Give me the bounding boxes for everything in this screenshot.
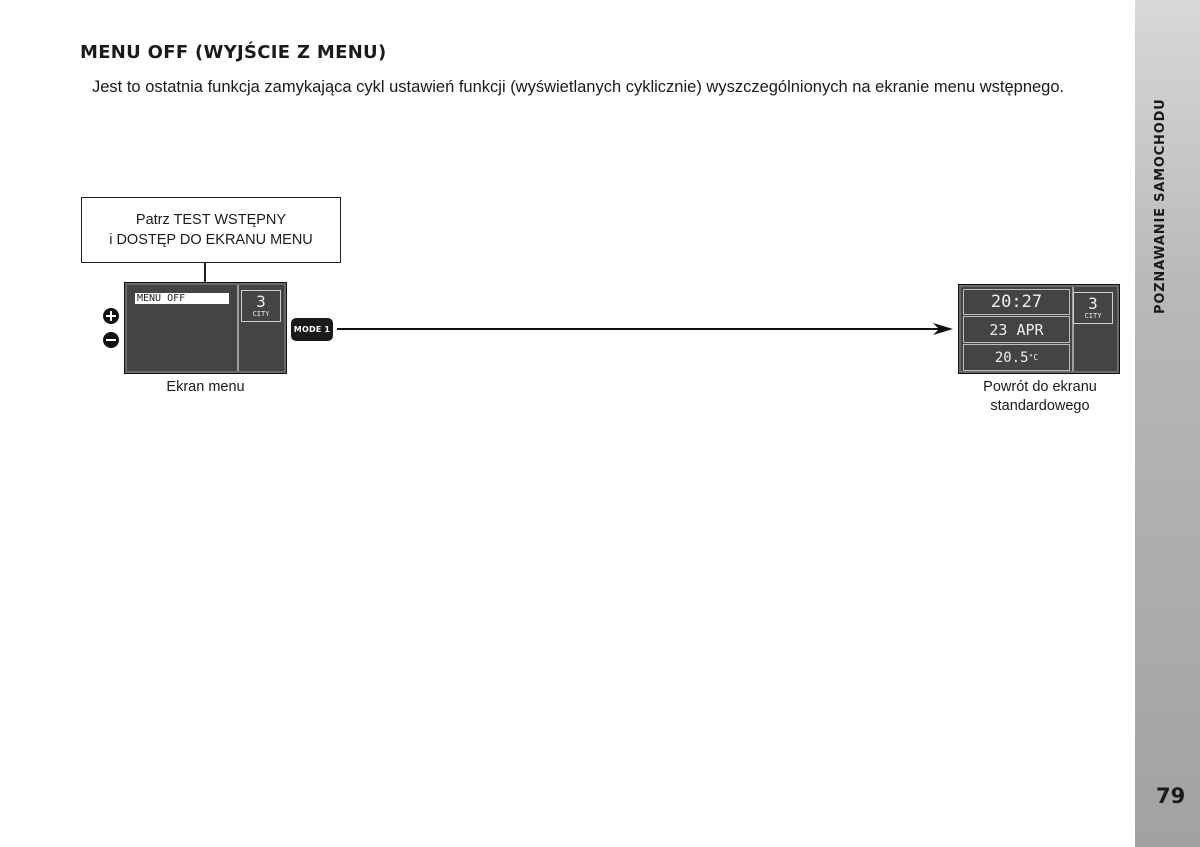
display-divider	[237, 285, 239, 371]
gear-indicator	[1073, 292, 1113, 324]
temperature-unit: °C	[1028, 353, 1039, 362]
temperature-row	[963, 344, 1070, 371]
date-value: 23 APR	[989, 320, 1044, 339]
menu-item-highlight: MENU OFF	[135, 293, 229, 304]
temperature-value: 20.5	[994, 349, 1029, 366]
gear-number: 3	[256, 292, 266, 311]
page-number: 79	[1156, 784, 1186, 808]
section-heading: MENU OFF (WYJŚCIE Z MENU)	[80, 42, 387, 63]
drive-mode-label: CITY	[252, 310, 270, 318]
standard-screen-display	[959, 285, 1119, 373]
caption-line-2: standardowego	[990, 398, 1090, 414]
note-line-2: i DOSTĘP DO EKRANU MENU	[109, 232, 313, 248]
reference-note-box	[81, 197, 341, 263]
mode-1-button[interactable]: MODE 1	[291, 318, 333, 341]
clock-row	[963, 289, 1070, 315]
gear-indicator	[241, 290, 281, 322]
minus-circle-icon[interactable]	[103, 332, 119, 348]
connector-line	[204, 263, 206, 283]
standard-screen-caption	[959, 378, 1121, 416]
plus-circle-icon[interactable]	[103, 308, 119, 324]
sidebar-chapter-title: POZNAWANIE SAMOCHODU	[1153, 98, 1168, 314]
drive-mode-label: CITY	[1084, 312, 1102, 320]
menu-screen-display	[125, 283, 286, 373]
clock-time: 20:27	[990, 292, 1043, 312]
gear-number: 3	[1088, 294, 1098, 313]
arrow-right-icon	[335, 321, 955, 339]
intro-paragraph: Jest to ostatnia funkcja zamykająca cykl ustawień funkcji (wyświetlanych cyklicznie) wyszczególnionych na ekranie menu wstępnego.	[92, 78, 1065, 96]
caption-line-1: Powrót do ekranu	[983, 379, 1097, 395]
date-row	[963, 316, 1070, 343]
menu-screen-caption: Ekran menu	[166, 379, 245, 395]
note-line-1: Patrz TEST WSTĘPNY	[135, 212, 287, 228]
